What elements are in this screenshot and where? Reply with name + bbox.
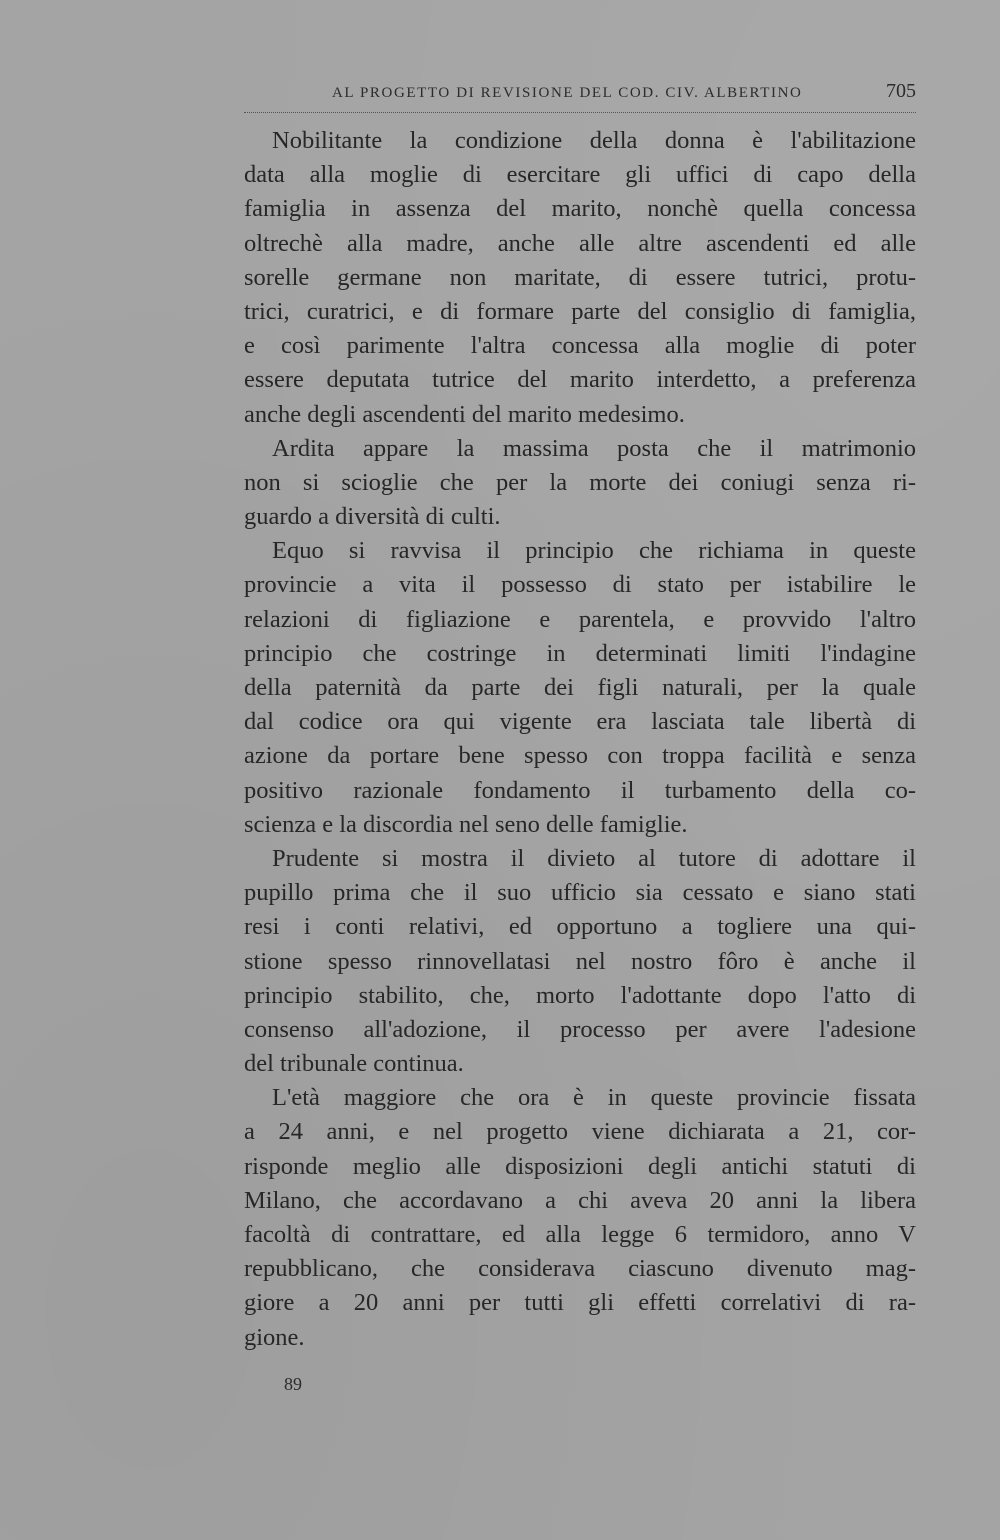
text-line: positivo razionale fondamento il turbamento della co- [244,776,916,804]
text-line: Equo si ravvisa il principio che richiama in queste [272,537,916,565]
text-line: Prudente si mostra il divieto al tutore di adottare il [272,844,916,872]
text-line: e così parimente l'altra concessa alla moglie di poter [244,332,916,360]
running-title: AL PROGETTO DI REVISIONE DEL COD. CIV. ALBERTINO [332,85,803,101]
text-line: sorelle germane non maritate, di essere tutrici, protu- [244,263,916,291]
text-line: Ardita appare la massima posta che il matrimonio [272,434,916,462]
text-line: Milano, che accordavano a chi aveva 20 anni la libera [244,1186,916,1214]
text-line: della paternità da parte dei figli naturali, per la quale [244,674,916,701]
text-line: provincie a vita il possesso di stato per istabilire le [244,571,916,599]
text-line: del tribunale continua. [244,1050,464,1078]
text-line: repubblicano, che considerava ciascuno divenuto mag- [244,1255,916,1283]
text-line: relazioni di figliazione e parentela, e provvido l'altro [244,605,916,633]
text-line: data alla moglie di esercitare gli uffici di capo della [244,161,916,189]
text-line: L'età maggiore che ora è in queste provincie fissata [272,1084,916,1112]
text-line: stione spesso rinnovellatasi nel nostro fôro è anche il [244,947,916,975]
page-number: 705 [886,80,916,102]
text-line: essere deputata tutrice del marito interdetto, a preferenza [244,366,916,394]
text-line: oltrechè alla madre, anche alle altre ascendenti ed alle [244,229,916,257]
text-line: principio stabilito, che, morto l'adottante dopo l'atto di [244,981,916,1009]
text-line: dal codice ora qui vigente era lasciata tale libertà di [244,708,916,736]
text-line: guardo a diversità di culti. [244,503,501,531]
text-line: a 24 anni, e nel progetto viene dichiarata a 21, cor- [244,1118,916,1146]
text-line: non si scioglie che per la morte dei coniugi senza ri- [244,468,916,496]
body-text [244,124,916,1355]
text-line: pupillo prima che il suo ufficio sia cessato e siano stati [244,879,916,907]
text-line: resi i conti relativi, ed opportuno a togliere una qui- [244,913,916,941]
text-line: famiglia in assenza del marito, nonchè quella concessa [244,195,916,223]
text-line: gione. [244,1323,305,1351]
text-line: trici, curatrici, e di formare parte del consiglio di famiglia, [244,297,916,325]
text-line: principio che costringe in determinati limiti l'indagine [244,639,916,667]
text-line: giore a 20 anni per tutti gli effetti correlativi di ra- [244,1289,916,1317]
text-line: risponde meglio alle disposizioni degli antichi statuti di [244,1152,916,1180]
text-line: azione da portare bene spesso con troppa facilità e senza [244,742,916,770]
text-line: scienza e la discordia nel seno delle famiglie. [244,810,688,838]
text-line: anche degli ascendenti del marito medesimo. [244,400,685,428]
text-line: consenso all'adozione, il processo per avere l'adesione [244,1015,916,1043]
signature-mark: 89 [284,1374,302,1394]
text-line: Nobilitante la condizione della donna è l'abilitazione [272,127,916,154]
running-header [244,76,916,113]
text-line: facoltà di contrattare, ed alla legge 6 termidoro, anno V [244,1221,916,1248]
